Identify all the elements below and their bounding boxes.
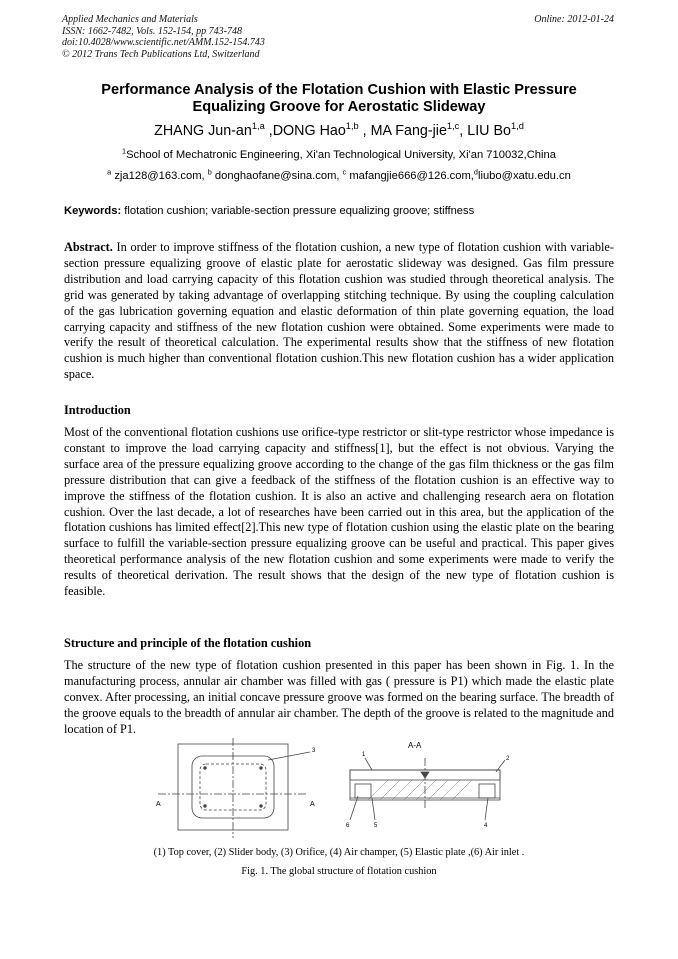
author-name: MA Fang-jie bbox=[370, 123, 447, 139]
online-date: Online: 2012-01-24 bbox=[534, 14, 614, 25]
email-list bbox=[40, 167, 638, 182]
title-line-1: Performance Analysis of the Flotation Cushion with Elastic Pressure bbox=[101, 82, 577, 98]
affiliation-text: School of Mechatronic Engineering, Xi'an Technological University, Xi'an 710032,China bbox=[126, 149, 556, 161]
abstract-label: Abstract. bbox=[64, 240, 113, 254]
abstract bbox=[64, 240, 614, 383]
issn-line: ISSN: 1662-7482, Vols. 152-154, pp 743-748 bbox=[62, 25, 242, 37]
figure-1-drawing bbox=[150, 738, 530, 838]
author-affil-sup: 1,c bbox=[446, 121, 460, 132]
email-sup: c bbox=[342, 167, 347, 177]
section-mark-left: A bbox=[156, 801, 161, 808]
author-affil-sup: 1,a bbox=[251, 121, 265, 132]
part-number: 6 bbox=[346, 823, 350, 829]
part-number: 5 bbox=[374, 823, 378, 829]
orifice-mark bbox=[204, 767, 207, 770]
journal-header bbox=[62, 14, 265, 60]
email-link[interactable]: donghaofane@sina.com, bbox=[211, 170, 343, 182]
structure-heading: Structure and principle of the flotation cushion bbox=[64, 636, 312, 650]
section-label: A-A bbox=[408, 741, 422, 750]
abstract-text: In order to improve stiffness of the flotation cushion, a new type of flotation cushion with variable-section pressure equalizing groove of elastic plate for aerostatic slideway was designed. Gas film pressure distribution and load carrying capacity of this flotation cushion was studied through theoretical analysis. The grid was generated by taking advantage of overlapping stitching technique. By using the coupling calculation of the gas lubrication governing equation and elastic deformation of thin plate governing equation, the load carrying capacity and stiffness of the new flotation cushion were obtained. Some experiments were made to verify the result of theoretical calculation. The experimental results show that the stiffness of new flotation cushion is much higher than conventional flotation cushion.This new flotation cushion has a wider application space. bbox=[64, 240, 614, 382]
author-affil-sup: 1,d bbox=[510, 121, 524, 132]
structure-text: The structure of the new type of flotation cushion presented in this paper has been shown in Fig. 1. In the manufacturing process, annular air chamber was filled with gas ( pressure is P1) which made the elastic plate convex. After processing, an initial concave pressure groove was formed on the bearing surface. The breadth of the groove equals to the breadth of annular air chamber. The depth of the groove is related to the magnitude and location of P1. bbox=[64, 658, 614, 736]
part-number: 1 bbox=[362, 752, 366, 758]
intro-heading: Introduction bbox=[64, 403, 131, 417]
intro-text: Most of the conventional flotation cushions use orifice-type restrictor or slit-type restrictor whose impedance is constant to improve the load carrying capacity and stiffness[1], but the effect is not obvious. Varying the surface area of the pressure equalizing groove according to the change of the gas film thickness or the gas film pressure distribution that can give a feedback of the stiffness of the flotation cushion is an effective way to improve the stiffness of the flotation cushion. It is also an active and challenging research aera on flotation cushion. Over the last decade, a lot of researches have been carried out in this area, but the application of the flotation cushions has limited effect[2].This new type of flotation cushion using the elastic plate on the bearing surface to fulfill the variable-section pressure equalizing groove can be useful and practical. This paper gives theoretical performance analysis of the new flotation cushion and some experiments were made to verify the results of theoretical derivation. The result shows that the design of the new type of flotation cushion is feasible. bbox=[64, 425, 614, 599]
author-name: LIU Bo bbox=[467, 123, 511, 139]
figure-legend: (1) Top cover, (2) Slider body, (3) Orifice, (4) Air champer, (5) Elastic plate ,(6) Air inlet . bbox=[153, 847, 525, 858]
keywords-label: Keywords: bbox=[64, 205, 122, 217]
section-mark-right: A bbox=[310, 801, 315, 808]
author-separator: , bbox=[264, 123, 273, 139]
doi-line: doi:10.4028/www.scientific.net/AMM.152-154.743 bbox=[62, 37, 265, 48]
author-list bbox=[40, 123, 638, 139]
air-chamber-right bbox=[479, 784, 495, 798]
author-name: DONG Hao bbox=[272, 123, 346, 139]
email-sup: d bbox=[473, 167, 478, 177]
figure-caption: Fig. 1. The global structure of flotation cushion bbox=[241, 866, 437, 877]
air-chamber-left bbox=[355, 784, 371, 798]
leader-line bbox=[496, 760, 505, 772]
orifice-mark bbox=[260, 805, 263, 808]
title-line-2: Equalizing Groove for Aerostatic Slideway bbox=[192, 99, 486, 115]
author-separator: , bbox=[358, 123, 371, 139]
affiliation bbox=[40, 146, 638, 161]
part-number: 3 bbox=[312, 748, 316, 754]
author-affil-sup: 1,b bbox=[345, 121, 359, 132]
part-number: 4 bbox=[484, 823, 488, 829]
plan-view bbox=[158, 738, 310, 838]
email-sup: b bbox=[207, 167, 212, 177]
copyright-line: © 2012 Trans Tech Publications Ltd, Switzerland bbox=[62, 48, 260, 60]
email-link[interactable]: mafangjie666@126.com, bbox=[346, 170, 474, 182]
leader-line bbox=[372, 798, 375, 820]
email-link[interactable]: liubo@xatu.edu.cn bbox=[477, 170, 571, 182]
email-sup: a bbox=[107, 167, 112, 177]
keywords-text: flotation cushion; variable-section pressure equalizing groove; stiffness bbox=[121, 205, 475, 217]
leader-line bbox=[268, 752, 310, 760]
affiliation-sup: 1 bbox=[122, 146, 127, 156]
email-link[interactable]: zja128@163.com, bbox=[111, 170, 208, 182]
orifice-mark bbox=[204, 805, 207, 808]
paper-title bbox=[40, 82, 638, 116]
author-separator: , bbox=[459, 123, 468, 139]
leader-line bbox=[365, 758, 372, 770]
journal-name: Applied Mechanics and Materials bbox=[62, 14, 198, 25]
orifice-mark bbox=[260, 767, 263, 770]
section-view bbox=[350, 758, 505, 820]
part-number: 2 bbox=[506, 756, 510, 762]
author-name: ZHANG Jun-an bbox=[154, 123, 252, 139]
leader-line bbox=[485, 798, 488, 820]
keywords bbox=[64, 205, 474, 217]
